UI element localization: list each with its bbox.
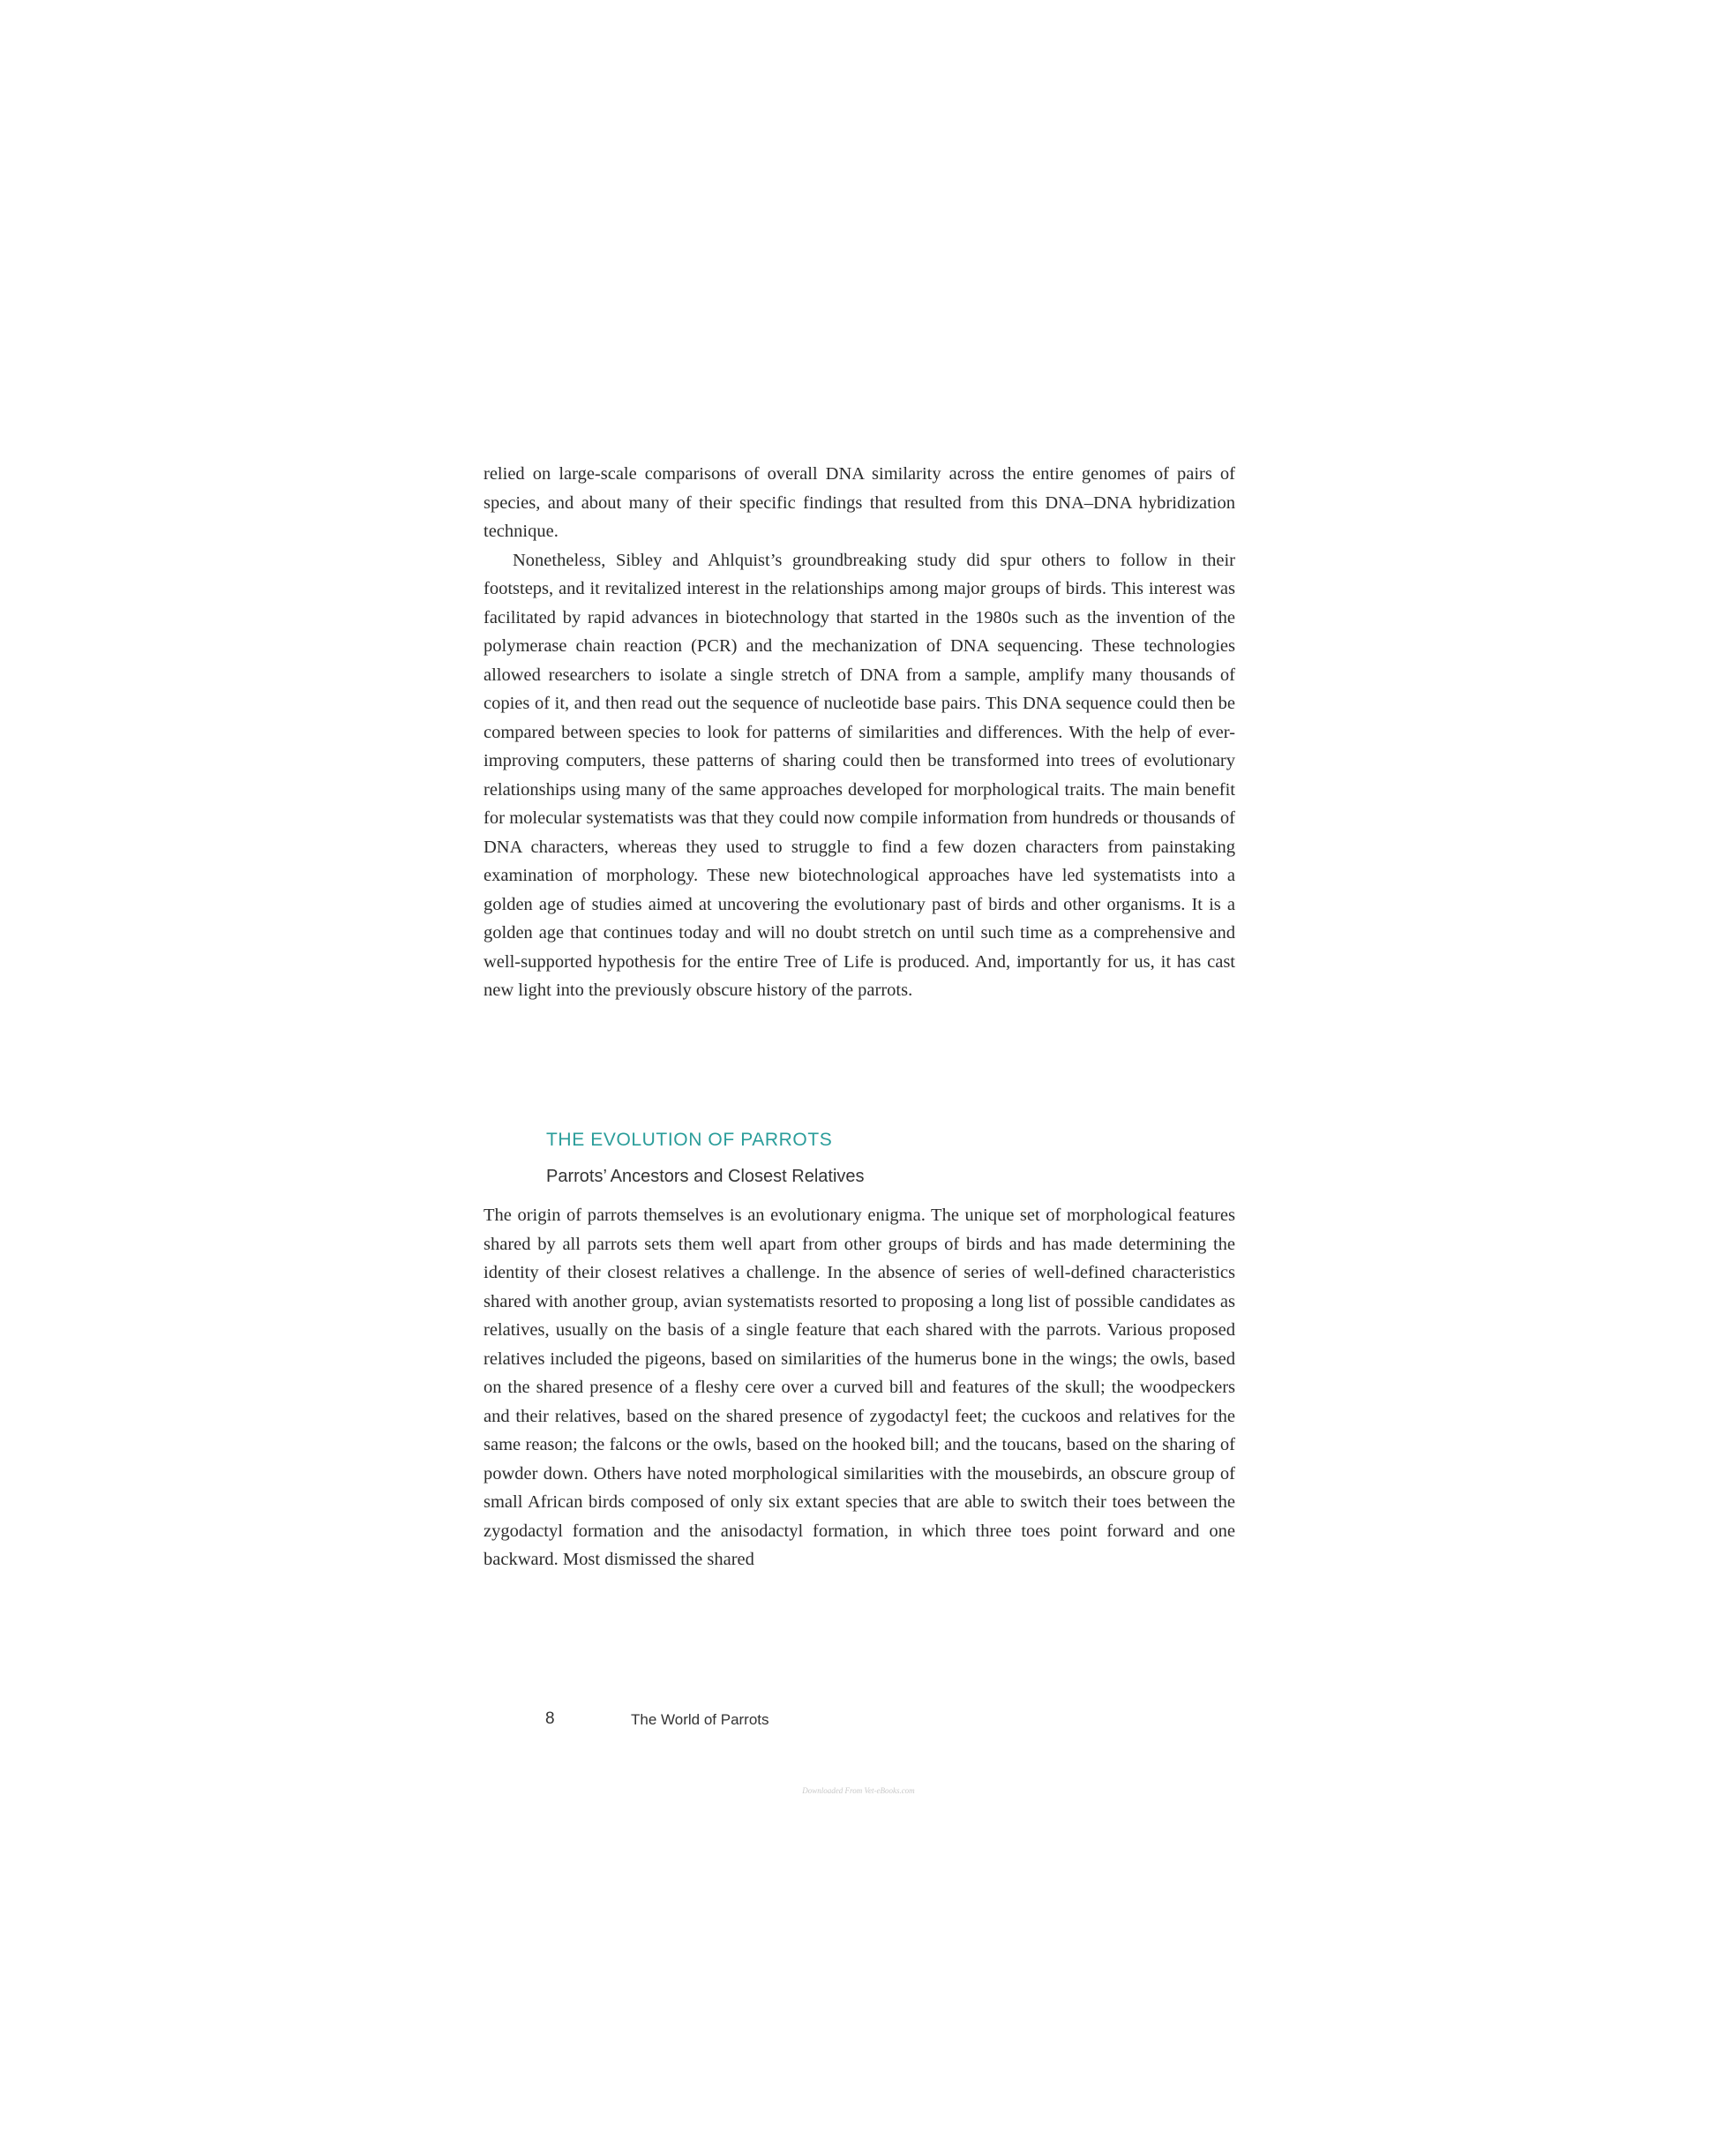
paragraph: The origin of parrots themselves is an evolutionary enigma. The unique set of morphological features shared by all parrots sets them well apart from other groups of birds and has made determining the identity of their closest relatives a challenge. In the absence of series of well-defined characteristics shared with another group, avian systematists resorted to proposing a long list of possible candidates as relatives, usually on the basis of a single feature that each shared with the parrots. Various proposed relatives included the pigeons, based on similarities of the humerus bone in the wings; the owls, based on the shared presence of a fleshy cere over a curved bill and features of the skull; the woodpeckers and their relatives, based on the shared presence of zygodactyl feet; the cuckoos and relatives for the same reason; the falcons or the owls, based on the hooked bill; and the toucans, based on the sharing of powder down. Others have noted morphological similarities with the mousebirds, an obscure group of small African birds composed of only six extant species that are able to switch their toes between the zygodactyl formation and the anisodactyl formation, in which three toes point forward and one backward. Most dismissed the shared: [484, 1206, 1235, 1569]
section-heading: THE EVOLUTION OF PARROTS: [546, 1130, 833, 1150]
section-subheading: Parrots’ Ancestors and Closest Relatives: [546, 1167, 865, 1186]
page-number: 8: [545, 1709, 555, 1728]
paragraph: relied on large-scale comparisons of overall DNA similarity across the entire genomes of pairs of species, and about many of their specific findings that resulted from this DNA–DNA hybridization technique.: [484, 464, 1235, 541]
download-watermark: Downloaded From Vet-eBooks.com: [802, 1786, 915, 1795]
paragraph: Nonetheless, Sibley and Ahlquist’s groundbreaking study did spur others to follow in their footsteps, and it revitalized interest in the relationships among major groups of birds. This interest was facilitated by rapid advances in biotechnology that started in the 1980s such as the invention of the polymerase chain reaction (PCR) and the mechanization of DNA sequencing. These technologies allowed researchers to isolate a single stretch of DNA from a sample, amplify many thousands of copies of it, and then read out the sequence of nucleotide base pairs. This DNA sequence could then be compared between species to look for patterns of similarities and differences. With the help of ever-improving computers, these patterns of sharing could then be transformed into trees of evolutionary relationships using many of the same approaches developed for morphological traits. The main benefit for molecular systematists was that they could now compile information from hundreds or thousands of DNA characters, whereas they used to struggle to find a few dozen characters from painstaking examination of morphology. These new biotechnological approaches have led systematists into a golden age of studies aimed at uncovering the evolutionary past of birds and other organisms. It is a golden age that continues today and will no doubt stretch on until such time as a comprehensive and well-supported hypothesis for the entire Tree of Life is produced. And, importantly for us, it has cast new light into the previously obscure history of the parrots.: [484, 550, 1235, 1000]
running-title: The World of Parrots: [631, 1711, 769, 1728]
body-text-top: [484, 460, 1235, 1005]
body-text-bottom: [484, 1201, 1235, 1574]
